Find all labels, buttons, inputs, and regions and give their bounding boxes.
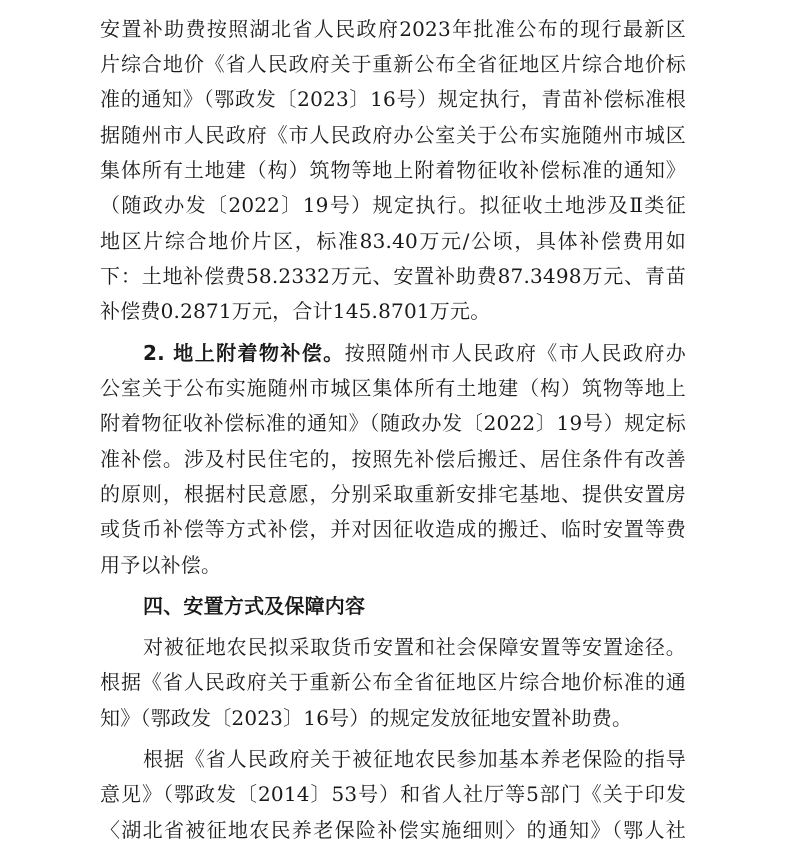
paragraph-line: 用予以补偿。 bbox=[100, 552, 222, 577]
paragraph-line: 附着物征收补偿标准的通知》（随政办发〔2022〕19号）规定标 bbox=[100, 411, 686, 436]
paragraph-line: 的原则，根据村民意愿，分别采取重新安排宅基地、提供安置房 bbox=[100, 482, 686, 507]
subsection-heading: 2. 地上附着物补偿。 bbox=[143, 340, 345, 365]
paragraph-line: 下：土地补偿费58.2332万元、安置补助费87.3498万元、青苗 bbox=[100, 264, 686, 289]
paragraph-line: （随政办发〔2022〕19号）规定执行。拟征收土地涉及Ⅱ类征 bbox=[100, 193, 686, 218]
paragraph-line: 意见》（鄂政发〔2014〕53号）和省人社厅等5部门《关于印发 bbox=[100, 782, 686, 807]
paragraph-line: 准补偿。涉及村民住宅的，按照先补偿后搬迁、居住条件有改善 bbox=[100, 446, 686, 471]
paragraph-line: 补偿费0.2871万元，合计145.8701万元。 bbox=[100, 299, 491, 324]
paragraph-line: 知》（鄂政发〔2023〕16号）的规定发放征地安置补助费。 bbox=[100, 705, 633, 730]
subsection-text: 按照随州市人民政府《市人民政府办 bbox=[344, 340, 686, 365]
paragraph-line: 集体所有土地建（构）筑物等地上附着物征收补偿标准的通知》 bbox=[100, 158, 686, 183]
paragraph-line: 对被征地农民拟采取货币安置和社会保障安置等安置途径。 bbox=[143, 635, 686, 660]
paragraph-line: 根据《省人民政府关于重新公布全省征地区片综合地价标准的通 bbox=[100, 670, 686, 695]
paragraph-line: 片综合地价《省人民政府关于重新公布全省征地区片综合地价标 bbox=[100, 52, 686, 76]
paragraph-line: 地区片综合地价片区，标准83.40万元/公顷，具体补偿费用如 bbox=[100, 228, 686, 253]
subsection-first-line bbox=[143, 336, 686, 371]
paragraph-line: 公室关于公布实施随州市城区集体所有土地建（构）筑物等地上 bbox=[100, 375, 686, 400]
paragraph-line: 准的通知》（鄂政发〔2023〕16号）规定执行，青苗补偿标准根 bbox=[100, 87, 686, 112]
section-heading: 四、安置方式及保障内容 bbox=[143, 593, 366, 618]
paragraph-line: 或货币补偿等方式补偿，并对因征收造成的搬迁、临时安置等费 bbox=[100, 517, 686, 542]
paragraph-line: 据随州市人民政府《市人民政府办公室关于公布实施随州市城区 bbox=[100, 122, 686, 147]
paragraph-line: 〈湖北省被征地农民养老保险补偿实施细则〉的通知》（鄂人社 bbox=[100, 817, 686, 842]
paragraph-line: 安置补助费按照湖北省人民政府2023年批准公布的现行最新区 bbox=[100, 16, 686, 41]
paragraph-line: 根据《省人民政府关于被征地农民参加基本养老保险的指导 bbox=[143, 746, 686, 771]
